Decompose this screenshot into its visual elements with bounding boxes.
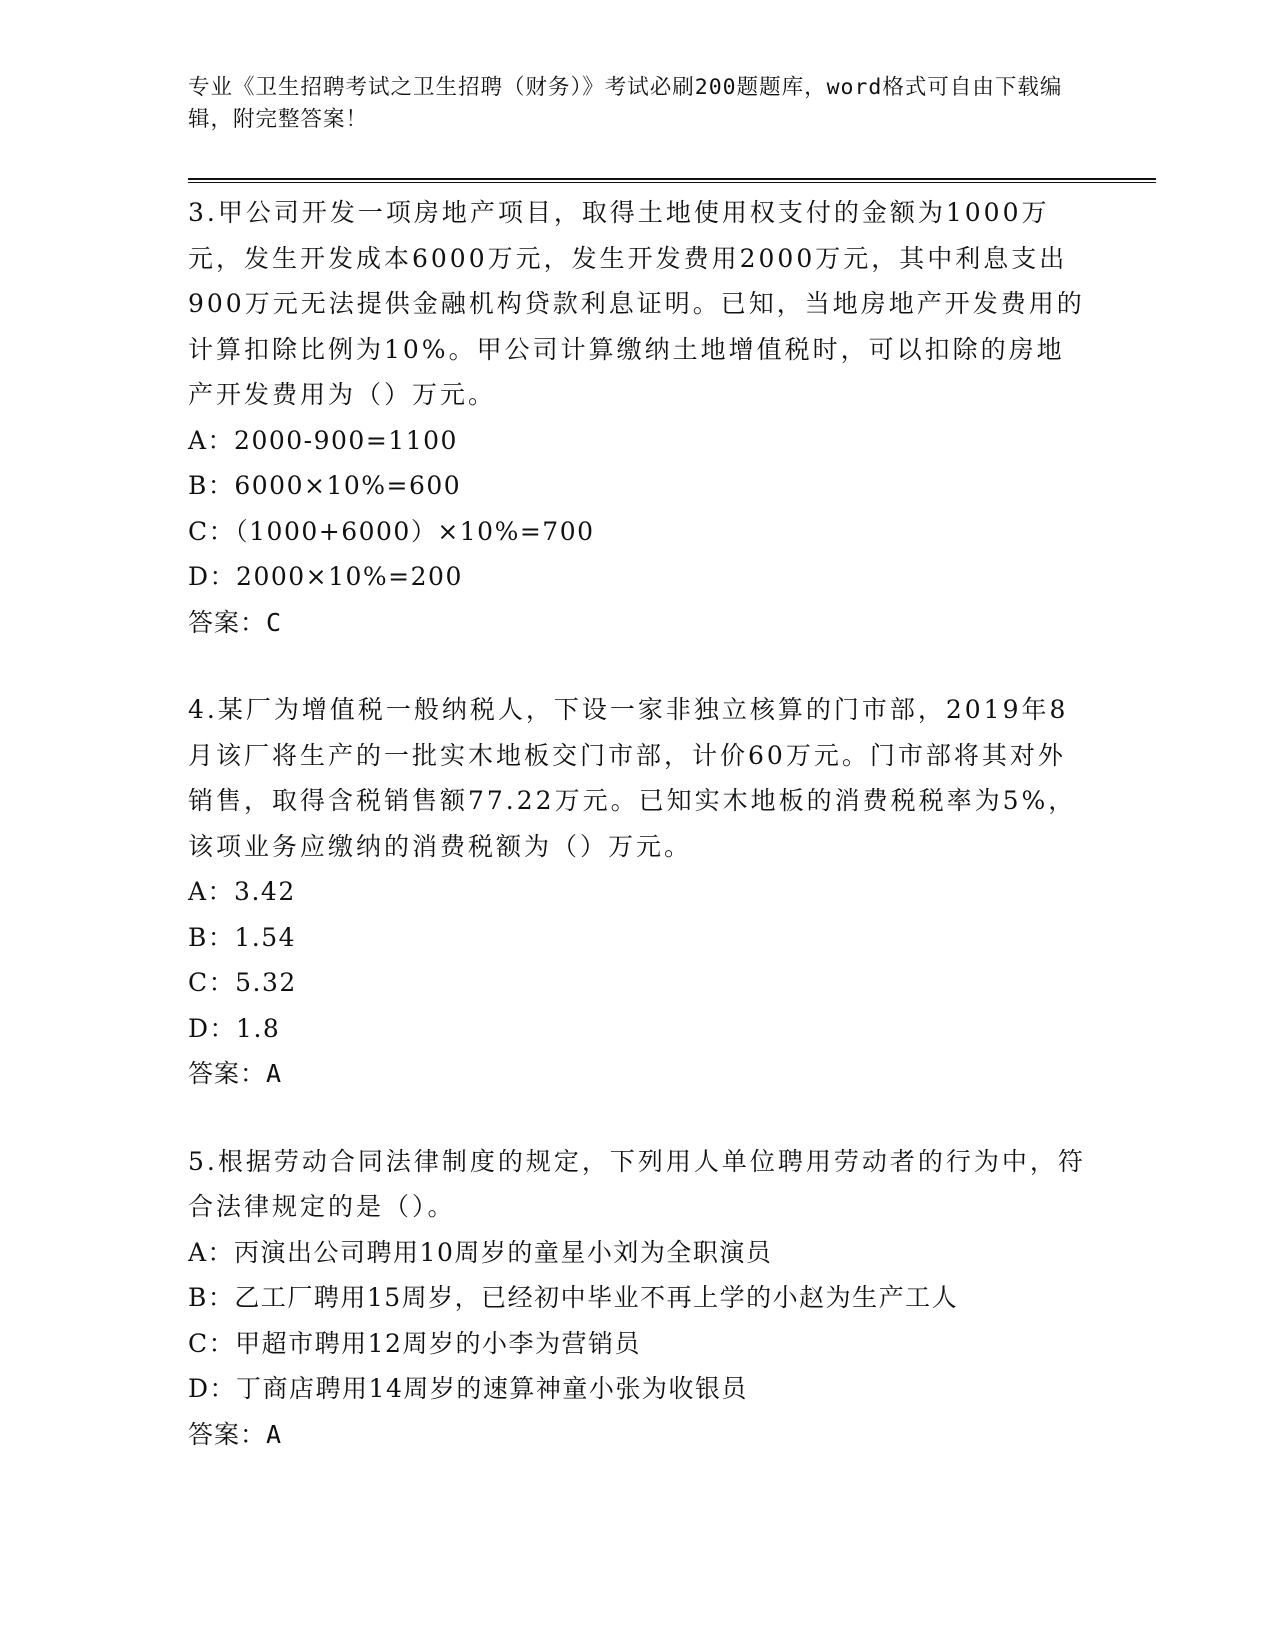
question-item [188, 687, 1088, 1097]
header-divider [188, 178, 1156, 183]
answer-text: 答案：C [188, 607, 283, 637]
option-a: A：丙演出公司聘用10周岁的童星小刘为全职演员 [188, 1237, 773, 1267]
question-list [188, 190, 1088, 1499]
option-list [188, 1230, 1088, 1412]
answer-text: 答案：A [188, 1419, 283, 1449]
question-stem: 4.某厂为增值税一般纳税人，下设一家非独立核算的门市部，2019年8月该厂将生产的一批实木地板交门市部，计价60万元。门市部将其对外销售，取得含税销售额77.22万元。已知实木地板的消费税税率为5%，该项业务应缴纳的消费税额为（）万元。 [188, 695, 1077, 861]
option-d: D：1.8 [188, 1013, 281, 1043]
option-b: B：1.54 [188, 922, 297, 952]
option-c: C：5.32 [188, 968, 297, 997]
option-d: D：丁商店聘用14周岁的速算神童小张为收银员 [188, 1374, 748, 1403]
option-c: C：（1000+6000）×10%=700 [188, 516, 595, 546]
option-c: C：甲超市聘用12周岁的小李为营销员 [188, 1328, 641, 1358]
document-header: 专业《卫生招聘考试之卫生招聘（财务）》考试必刷200题题库，word格式可自由下载编辑，附完整答案！ [188, 75, 1063, 132]
option-b: B：6000×10%=600 [188, 471, 462, 500]
option-d: D：2000×10%=200 [188, 562, 463, 591]
question-stem: 3.甲公司开发一项房地产项目，取得土地使用权支付的金额为1000万元，发生开发成本6000万元，发生开发费用2000万元，其中利息支出900万元无法提供金融机构贷款利息证明。已知，当地房地产开发费用的计算扣除比例为10%。甲公司计算缴纳土地增值税时，可以扣除的房地产开发费用为（）万元。 [188, 198, 1085, 409]
option-list [188, 418, 1088, 600]
document-page [188, 0, 1158, 1650]
option-b: B：乙工厂聘用15周岁，已经初中毕业不再上学的小赵为生产工人 [188, 1283, 959, 1312]
question-stem: 5.根据劳动合同法律制度的规定，下列用人单位聘用劳动者的行为中，符合法律规定的是（）。 [188, 1146, 1086, 1221]
answer-text: 答案：A [188, 1059, 283, 1088]
option-a: A：2000-900=1100 [188, 425, 458, 455]
option-list [188, 869, 1088, 1051]
option-a: A：3.42 [188, 877, 296, 906]
question-item [188, 1139, 1088, 1458]
question-item [188, 190, 1088, 645]
